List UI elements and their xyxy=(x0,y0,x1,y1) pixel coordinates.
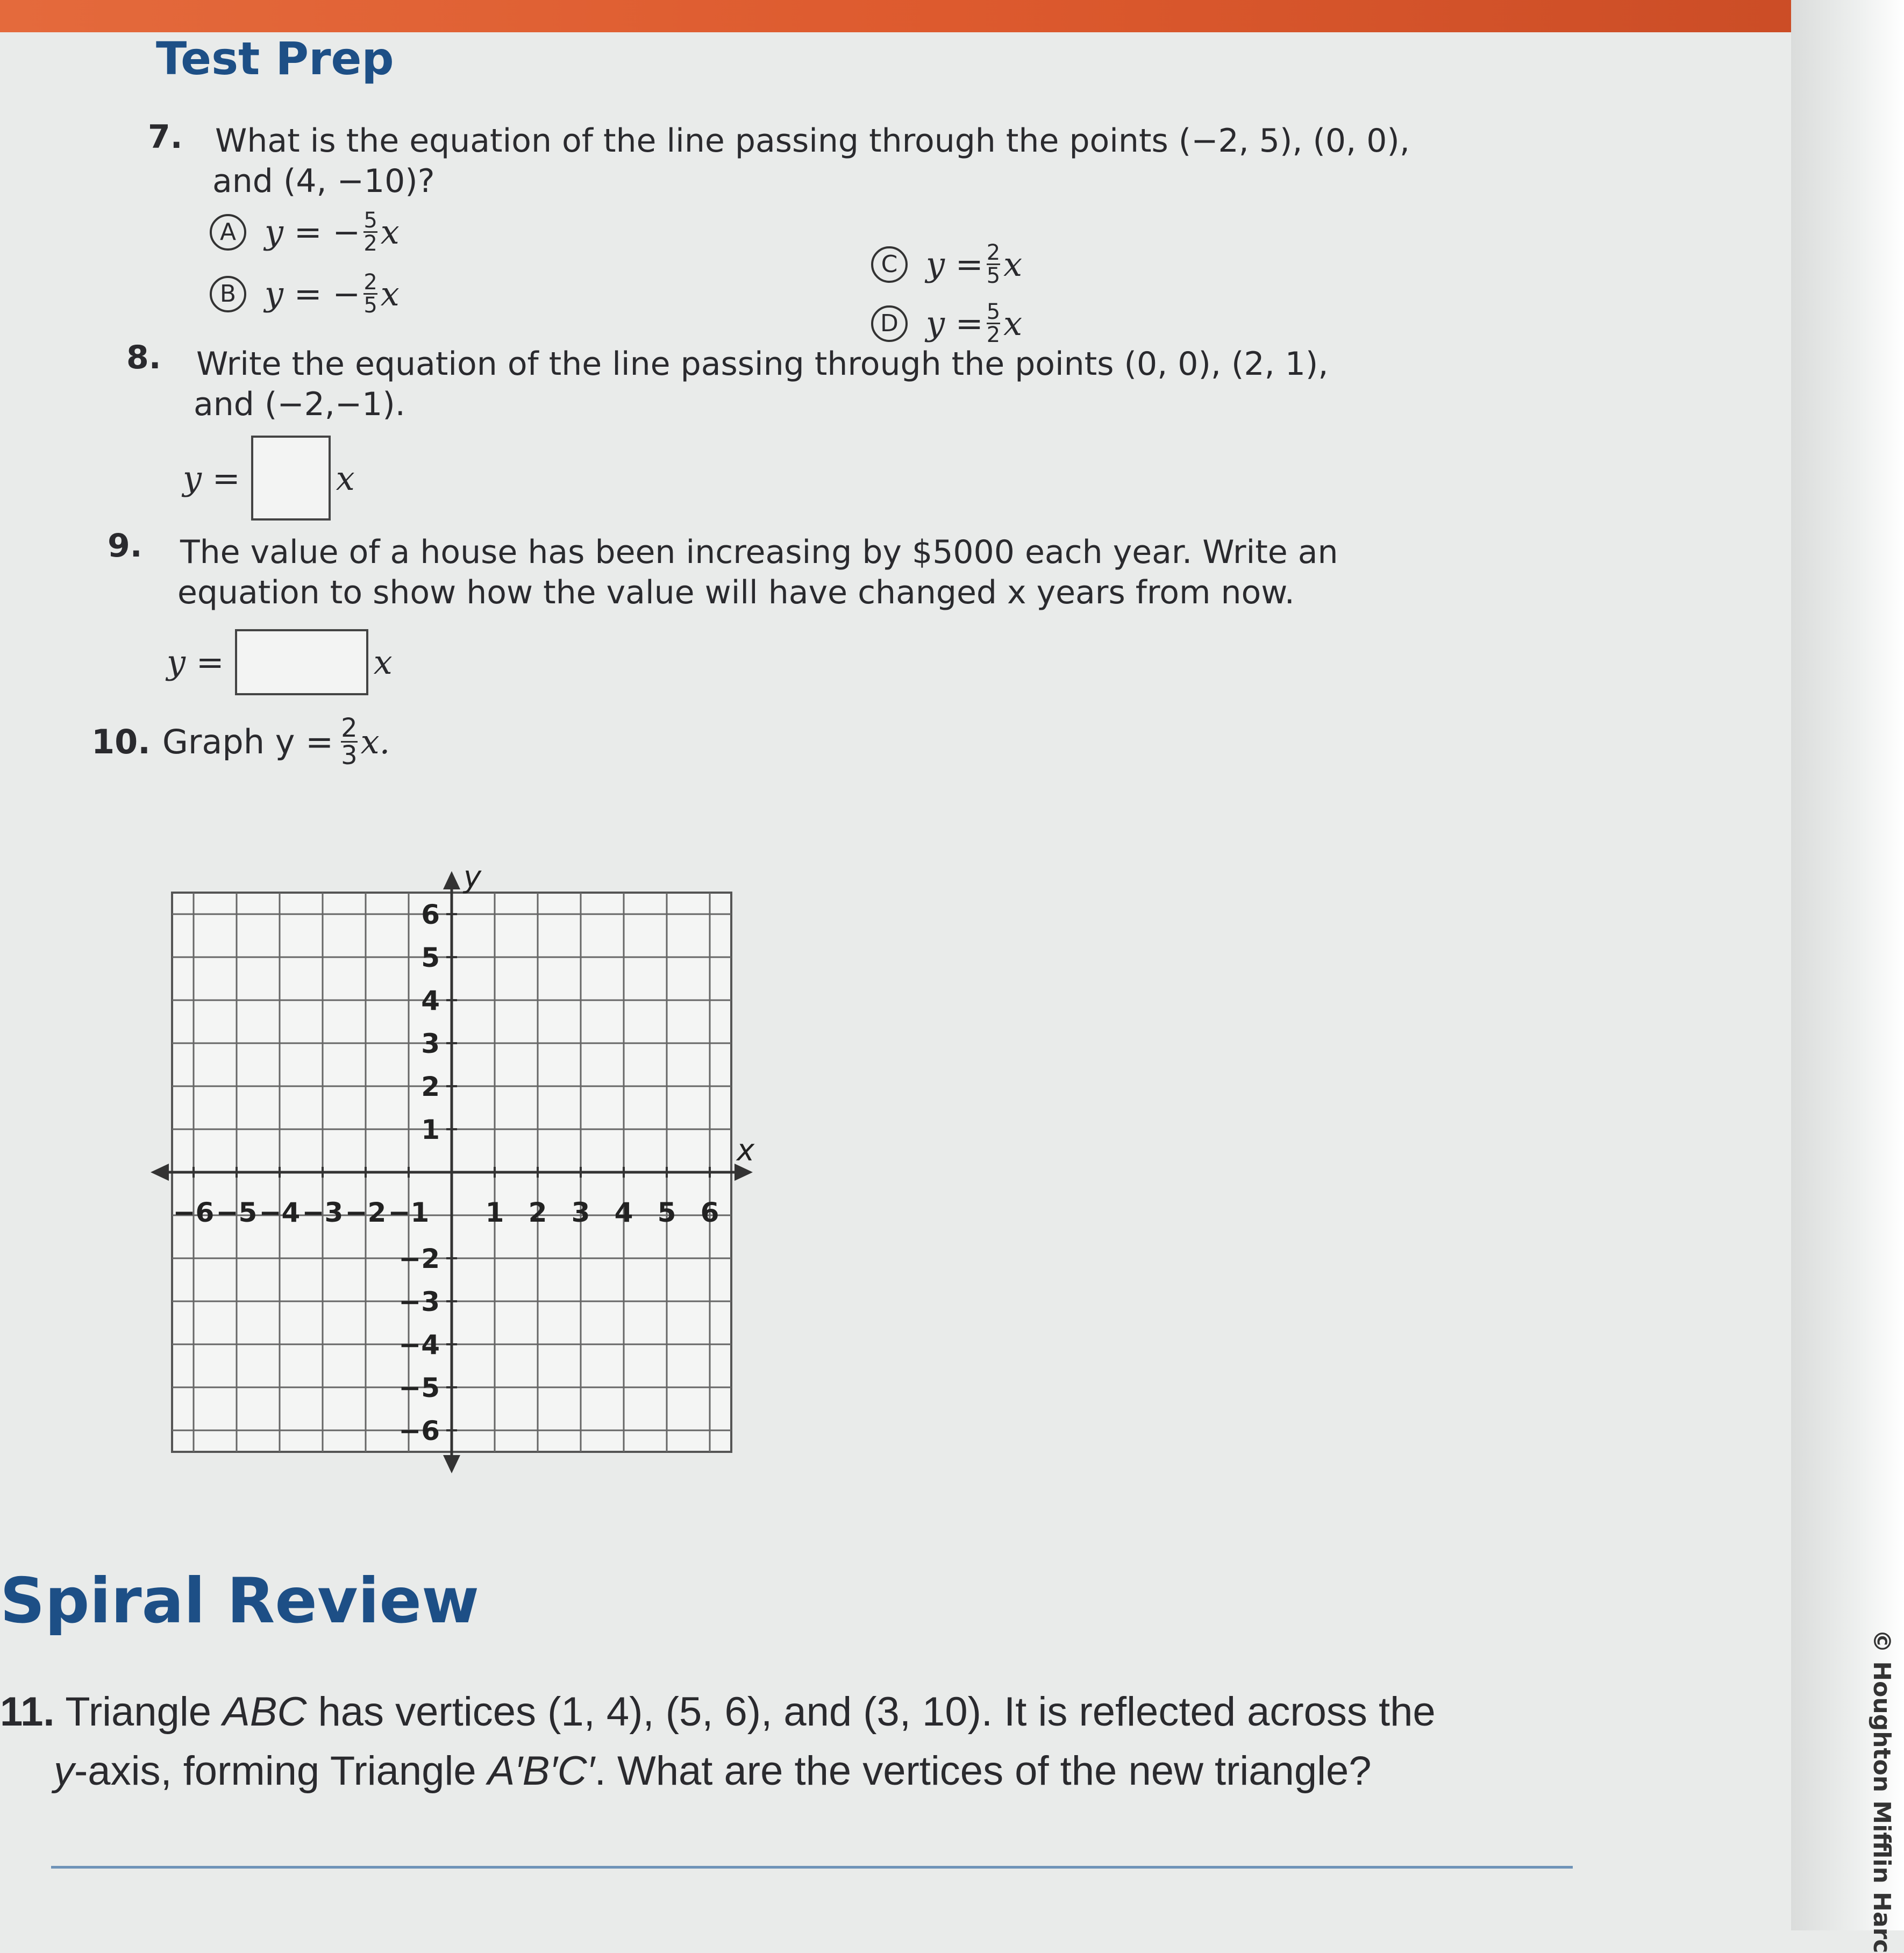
question-11-abc: ABC xyxy=(223,1689,307,1735)
y-tick-label: −4 xyxy=(398,1329,440,1360)
y-tick-label: −3 xyxy=(398,1286,440,1317)
question-8-number: 8. xyxy=(126,339,161,376)
question-9-answer-box[interactable] xyxy=(235,629,368,695)
question-11-y: y xyxy=(54,1748,74,1794)
option-d-fraction: $\frac{5}{2}$ xyxy=(986,300,1001,347)
question-10-var: x. xyxy=(360,722,390,761)
y-tick-label: 1 xyxy=(421,1114,440,1145)
option-c[interactable] xyxy=(871,242,1022,287)
question-9-answer xyxy=(167,629,393,695)
question-11-text-a: Triangle xyxy=(65,1689,223,1735)
y-tick-label: 5 xyxy=(421,942,440,973)
y-tick-label: 2 xyxy=(421,1071,440,1102)
option-d-bubble[interactable]: D xyxy=(871,305,908,342)
x-tick-label: 1 xyxy=(485,1197,504,1228)
question-9-line-1: The value of a house has been increasing by $5000 each year. Write an xyxy=(180,533,1338,571)
y-axis-arrow-down xyxy=(443,1455,460,1473)
option-c-lhs: y = xyxy=(926,245,983,284)
y-tick-label: 4 xyxy=(421,985,440,1016)
question-7-line-1: What is the equation of the line passing through the points (−2, 5), (0, 0), xyxy=(215,122,1410,160)
question-11-text-b: has vertices (1, 4), (5, 6), and (3, 10). It is reflected across the xyxy=(306,1689,1436,1735)
x-tick-label: −4 xyxy=(259,1197,301,1228)
question-10-text: Graph y = xyxy=(162,722,334,761)
y-tick-label: 3 xyxy=(421,1028,440,1059)
question-11-abc-prime: A′B′C′ xyxy=(487,1748,595,1794)
coordinate-grid[interactable] xyxy=(108,839,860,1538)
x-tick-label: −2 xyxy=(345,1197,387,1228)
page-title: Test Prep xyxy=(156,32,394,85)
x-tick-label: 4 xyxy=(614,1197,633,1228)
x-tick-label: 5 xyxy=(657,1197,676,1228)
x-tick-label: −1 xyxy=(388,1197,430,1228)
x-tick-label: 2 xyxy=(528,1197,547,1228)
option-d[interactable] xyxy=(871,301,1022,346)
x-tick-label: 6 xyxy=(700,1197,719,1228)
x-tick-label: 3 xyxy=(571,1197,590,1228)
question-10 xyxy=(91,713,390,771)
top-color-band xyxy=(0,0,1904,32)
option-a-lhs: y = − xyxy=(265,212,361,252)
x-tick-label: −6 xyxy=(173,1197,215,1228)
y-axis-arrow-up xyxy=(443,871,460,889)
question-8-answer-var: x xyxy=(336,458,355,498)
x-tick-label: −5 xyxy=(216,1197,258,1228)
question-8-answer-lhs: y = xyxy=(183,458,240,498)
y-tick-label: −2 xyxy=(398,1243,440,1274)
question-11-line-2 xyxy=(54,1748,1372,1794)
spiral-review-title: Spiral Review xyxy=(0,1565,480,1637)
question-11-text-d: . What are the vertices of the new triangle? xyxy=(594,1748,1372,1794)
question-7-number: 7. xyxy=(148,118,183,156)
y-tick-label: −5 xyxy=(398,1372,440,1403)
answer-line[interactable] xyxy=(51,1866,1573,1869)
question-9-answer-var: x xyxy=(373,643,393,682)
y-axis-label: y xyxy=(463,860,482,895)
option-b-lhs: y = − xyxy=(265,274,361,313)
question-8-line-1: Write the equation of the line passing through the points (0, 0), (2, 1), xyxy=(196,345,1329,383)
option-a-fraction: $\frac{5}{2}$ xyxy=(363,208,377,256)
option-a[interactable] xyxy=(210,210,400,254)
copyright-text: © Houghton Mifflin Harc xyxy=(1868,1629,1895,1953)
question-8-line-2: and (−2,−1). xyxy=(194,386,405,423)
option-b-fraction: $\frac{2}{5}$ xyxy=(363,270,377,318)
question-8-answer xyxy=(183,436,355,521)
option-c-bubble[interactable]: C xyxy=(871,246,908,283)
question-11-line-1 xyxy=(0,1688,1436,1735)
x-tick-label: −3 xyxy=(302,1197,344,1228)
option-a-var: x xyxy=(380,212,400,252)
y-tick-label: 6 xyxy=(421,899,440,930)
question-9-number: 9. xyxy=(108,527,142,565)
option-c-fraction: $\frac{2}{5}$ xyxy=(986,240,1001,288)
option-c-var: x xyxy=(1003,245,1023,284)
y-tick-label: −6 xyxy=(398,1415,440,1446)
option-d-lhs: y = xyxy=(926,304,983,343)
option-b[interactable] xyxy=(210,272,400,316)
x-axis-arrow-left xyxy=(151,1164,169,1181)
option-d-var: x xyxy=(1003,304,1023,343)
option-b-var: x xyxy=(380,274,400,313)
option-b-bubble[interactable]: B xyxy=(210,276,246,312)
question-8-answer-box[interactable] xyxy=(251,436,331,521)
x-axis-label: x xyxy=(737,1133,755,1168)
question-9-answer-lhs: y = xyxy=(167,643,224,682)
question-9-line-2: equation to show how the value will have changed x years from now. xyxy=(177,574,1295,611)
question-7-line-2: and (4, −10)? xyxy=(212,162,435,200)
option-a-bubble[interactable]: A xyxy=(210,214,246,251)
question-11-text-c: -axis, forming Triangle xyxy=(74,1748,488,1794)
question-10-number: 10. xyxy=(91,722,151,761)
question-11-number: 11. xyxy=(0,1689,55,1735)
question-10-fraction: $\frac{2}{3}$ xyxy=(341,713,358,771)
